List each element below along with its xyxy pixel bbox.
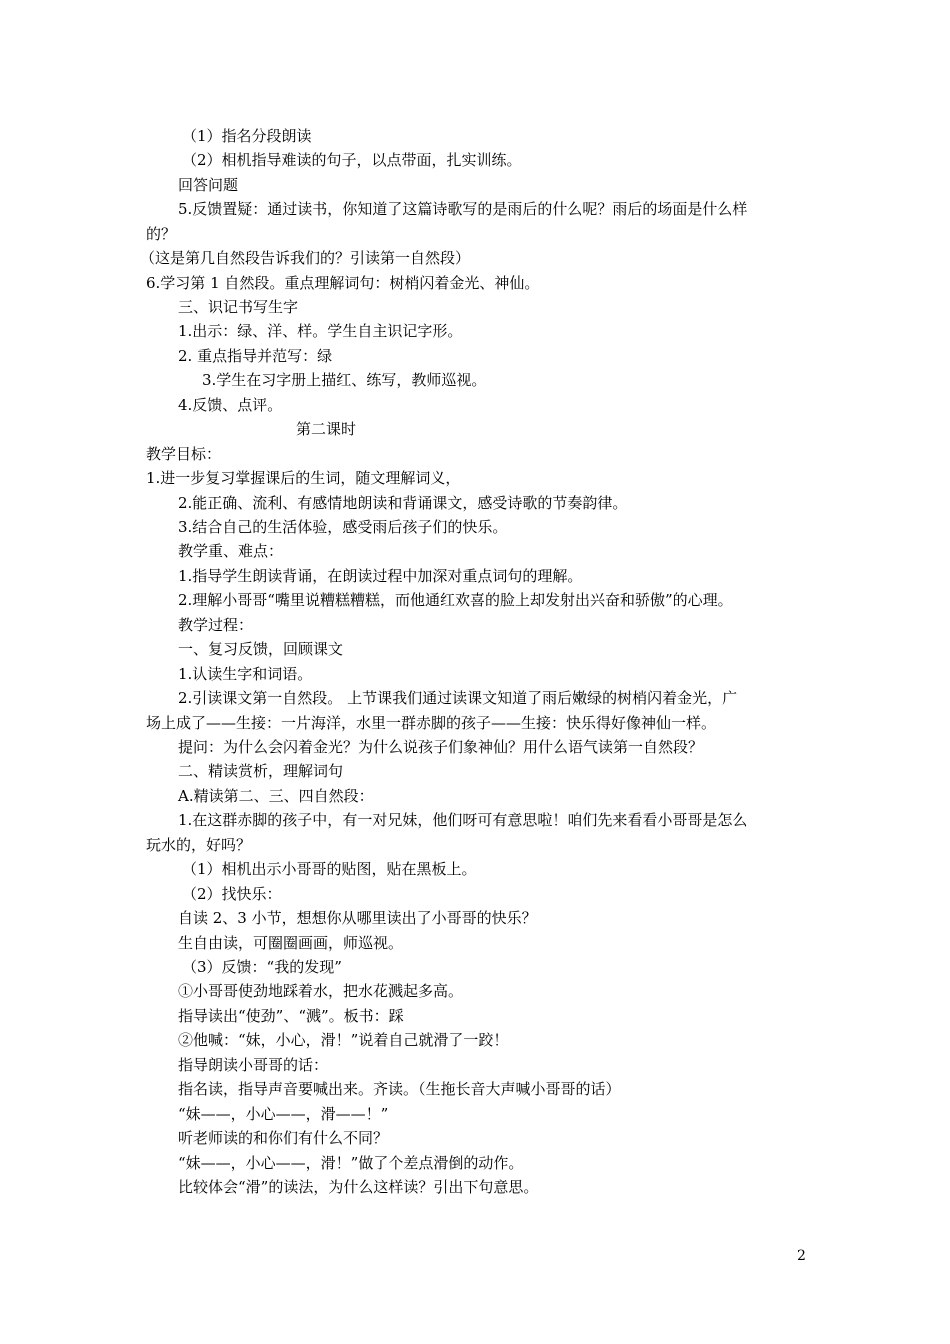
text-line: 2.理解小哥哥“嘴里说糟糕糟糕，而他通红欢喜的脸上却发射出兴奋和骄傲”的心理。 — [178, 591, 733, 609]
text-line: 1.出示：绿、洋、样。学生自主识记字形。 — [178, 322, 463, 340]
text-line: 场上成了——生接：一片海洋，水里一群赤脚的孩子——生接：快乐得好像神仙一样。 — [146, 714, 717, 732]
text-line: 6.学习第 1 自然段。重点理解词句：树梢闪着金光、神仙。 — [146, 274, 540, 292]
text-line: 的？ — [146, 225, 177, 243]
text-line: （这是第几自然段告诉我们的？引读第一自然段） — [140, 249, 471, 267]
text-line: 教学目标： — [146, 445, 222, 463]
text-line: 5.反馈置疑：通过读书，你知道了这篇诗歌写的是雨后的什么呢？雨后的场面是什么样 — [178, 200, 748, 218]
text-line: （2）找快乐： — [182, 885, 282, 903]
text-line: 指名读，指导声音要喊出来。齐读。（生拖长音大声喊小哥哥的话） — [178, 1080, 621, 1098]
text-line: 二、精读赏析，理解词句 — [178, 762, 344, 780]
text-line: 生自由读，可圈圈画画，师巡视。 — [178, 934, 404, 952]
text-line: （1）相机出示小哥哥的贴图，贴在黑板上。 — [182, 860, 477, 878]
text-line: 指导朗读小哥哥的话： — [178, 1056, 329, 1074]
text-line: 教学重、难点： — [178, 542, 284, 560]
text-line: 指导读出“使劲”、“溅”。板书：踩 — [178, 1007, 404, 1025]
text-line: （2）相机指导难读的句子，以点带面，扎实训练。 — [182, 151, 522, 169]
text-line: “妹——，小心——，滑！”做了个差点滑倒的动作。 — [178, 1154, 524, 1172]
text-line: 听老师读的和你们有什么不同？ — [178, 1129, 389, 1147]
text-line: 玩水的，好吗？ — [146, 836, 252, 854]
text-line: （3）反馈：“我的发现” — [182, 958, 342, 976]
text-line: 教学过程： — [178, 616, 254, 634]
text-line: 2.引读课文第一自然段。 上节课我们通过读课文知道了雨后嫩绿的树梢闪着金光，广 — [178, 689, 738, 707]
text-line: 2. 重点指导并范写：绿 — [178, 347, 333, 365]
text-line: ②他喊：“妹，小心，滑！”说着自己就滑了一跤！ — [178, 1031, 509, 1049]
text-line: 1.认读生字和词语。 — [178, 665, 313, 683]
text-line: （1）指名分段朗读 — [182, 127, 312, 145]
text-line: 2.能正确、流利、有感情地朗读和背诵课文，感受诗歌的节奏韵律。 — [178, 494, 628, 512]
text-line: 3.结合自己的生活体验，感受雨后孩子们的快乐。 — [178, 518, 508, 536]
text-line: 1.在这群赤脚的孩子中，有一对兄妹，他们呀可有意思啦！咱们先来看看小哥哥是怎么 — [178, 811, 748, 829]
text-line: ①小哥哥使劲地踩着水，把水花溅起多高。 — [178, 982, 464, 1000]
text-line: 1.进一步复习掌握课后的生词，随文理解词义， — [146, 469, 461, 487]
text-line: 三、识记书写生字 — [178, 298, 299, 316]
text-line: 一、复习反馈，回顾课文 — [178, 640, 344, 658]
text-line: 1.指导学生朗读背诵，在朗读过程中加深对重点词句的理解。 — [178, 567, 583, 585]
text-line: 自读 2、3 小节，想想你从哪里读出了小哥哥的快乐？ — [178, 909, 537, 927]
section-heading: 第二课时 — [296, 420, 357, 438]
text-line: 回答问题 — [178, 176, 239, 194]
text-line: “妹——，小心——，滑——！” — [178, 1105, 389, 1123]
text-line: 4.反馈、点评。 — [178, 396, 283, 414]
text-line: A.精读第二、三、四自然段： — [178, 787, 374, 805]
text-line: 比较体会“滑”的读法，为什么这样读？引出下句意思。 — [178, 1178, 539, 1196]
text-line: 3.学生在习字册上描红、练写，教师巡视。 — [202, 371, 487, 389]
text-line: 提问：为什么会闪着金光？为什么说孩子们象神仙？用什么语气读第一自然段？ — [178, 738, 704, 756]
page-number: 2 — [797, 1248, 806, 1264]
